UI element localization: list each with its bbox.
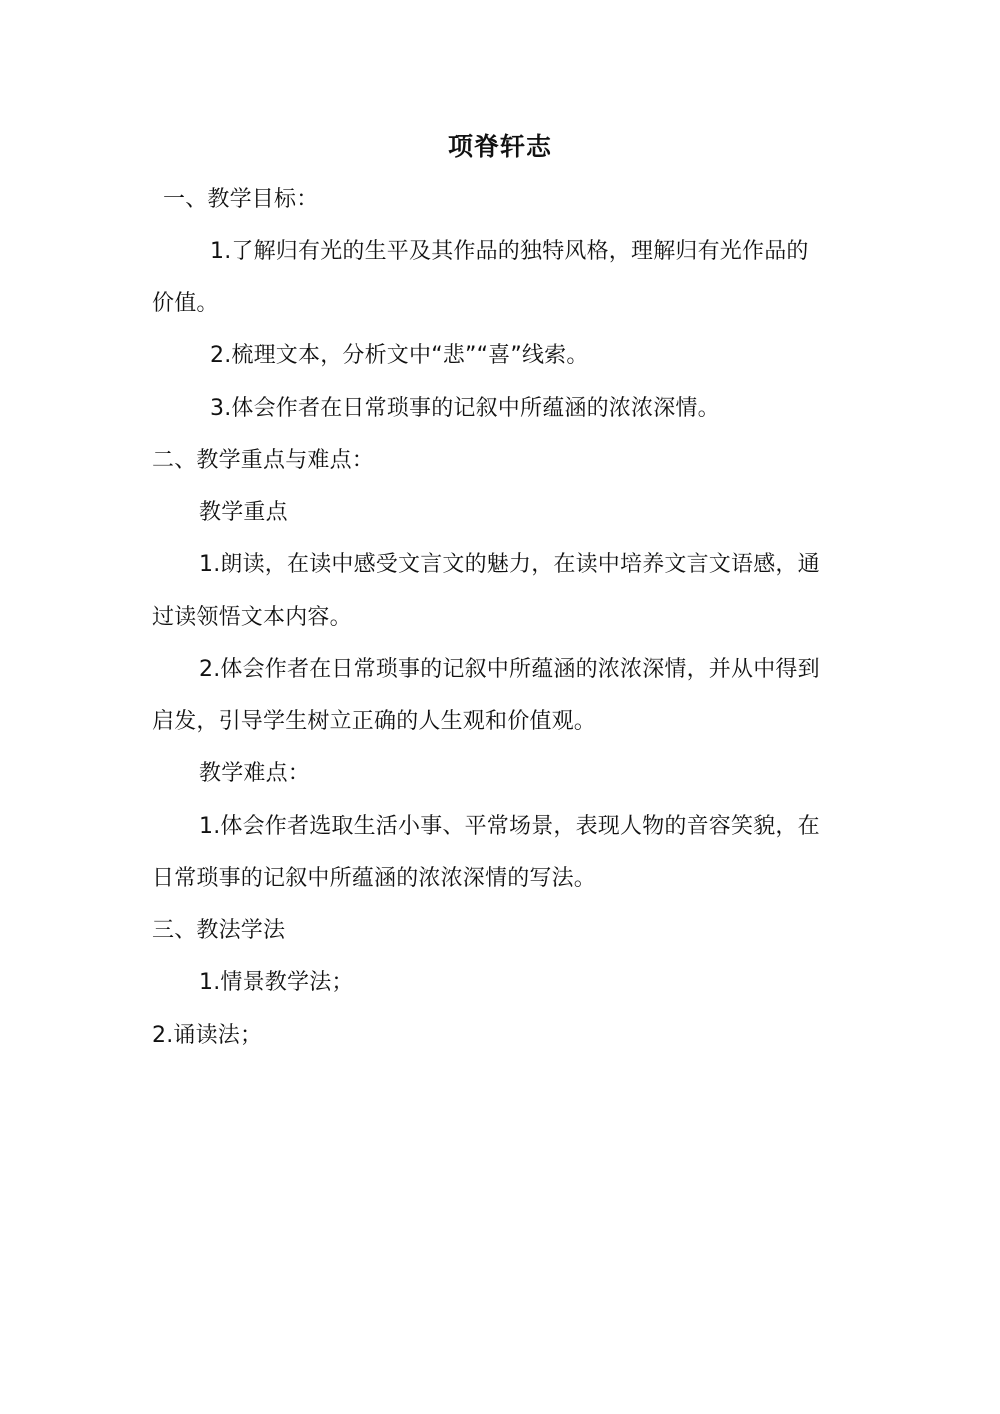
document-title: 项脊轩志: [447, 132, 552, 161]
objective-item-1-continuation: 价值。: [152, 291, 219, 316]
objective-item-2: 2.梳理文本，分析文中“悲”“喜”线索。: [210, 343, 589, 368]
method-item-1: 1.情景教学法；: [199, 970, 354, 995]
key-point-item-1-continuation: 过读领悟文本内容。: [152, 605, 352, 630]
method-item-2: 2.诵读法；: [152, 1023, 263, 1048]
key-point-item-1: 1.朗读，在读中感受文言文的魅力，在读中培养文言文语感，通: [199, 552, 820, 577]
subheading-difficult-points: 教学难点：: [199, 761, 311, 786]
key-point-item-2: 2.体会作者在日常琐事的记叙中所蕴涵的浓浓深情，并从中得到: [199, 657, 820, 682]
key-point-item-2-continuation: 启发，引导学生树立正确的人生观和价值观。: [152, 709, 597, 734]
section-heading-methods: 三、教法学法: [152, 918, 286, 943]
objective-item-3: 3.体会作者在日常琐事的记叙中所蕴涵的浓浓深情。: [210, 396, 720, 421]
objective-item-1: 1.了解归有光的生平及其作品的独特风格，理解归有光作品的: [210, 239, 809, 264]
difficult-point-item-1: 1.体会作者选取生活小事、平常场景，表现人物的音容笑貌，在: [199, 814, 820, 839]
section-heading-key-points: 二、教学重点与难点：: [152, 448, 375, 473]
subheading-key-points: 教学重点: [199, 500, 288, 525]
section-heading-objectives: 一、教学目标：: [163, 187, 319, 212]
difficult-point-item-1-continuation: 日常琐事的记叙中所蕴涵的浓浓深情的写法。: [152, 866, 597, 891]
